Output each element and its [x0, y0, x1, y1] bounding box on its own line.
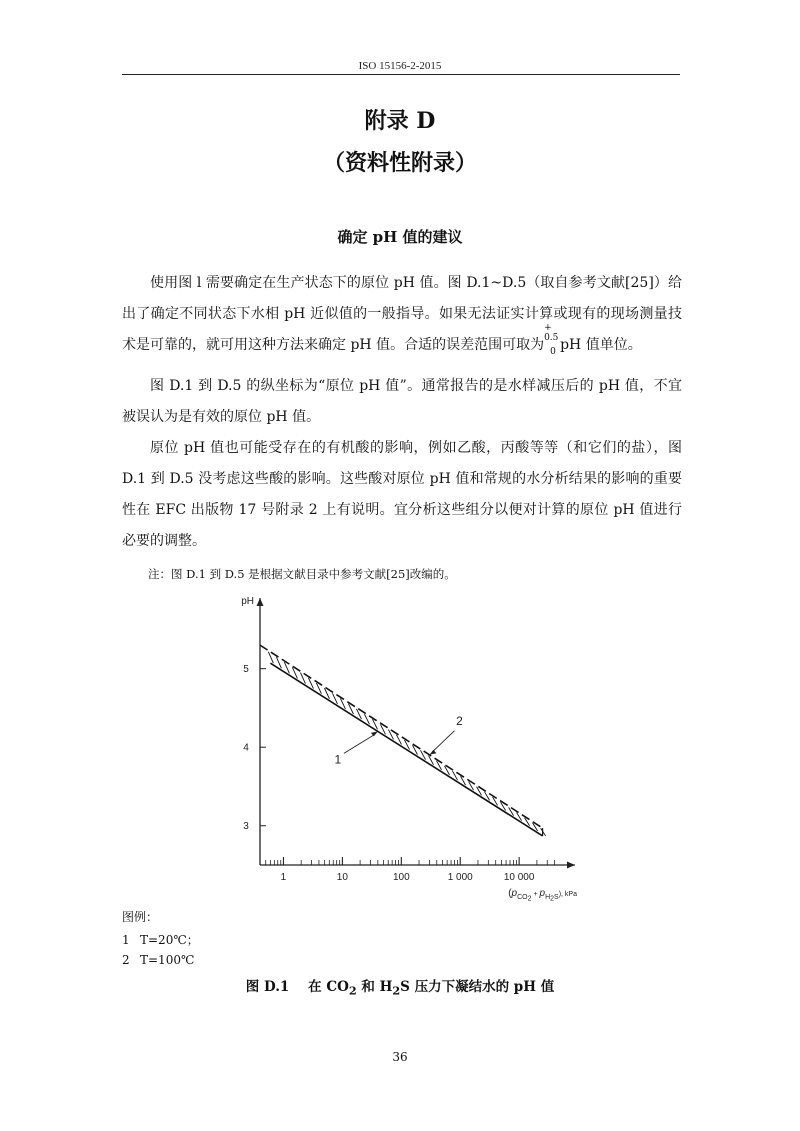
x-axis-label: ($p_{CO}2$ + $p_H2S^{), kPa}$ — [508, 888, 577, 902]
caption-text-a: 在 CO — [308, 979, 349, 995]
x-tick-label: 10 — [336, 872, 348, 883]
hatched-band — [268, 652, 545, 836]
caption-sub-a: 2 — [348, 983, 357, 998]
tolerance-range — [544, 323, 560, 357]
note: 注：图 D.1 到 D.5 是根据文献目录中参考文献[25]改编的。 — [148, 567, 456, 581]
header-rule — [122, 74, 680, 75]
paragraph-1-text-b: pH 值单位。 — [560, 337, 642, 353]
x-axis-arrow — [567, 862, 575, 869]
paragraph-2: 图 D.1 到 D.5 的纵坐标为“原位 pH 值”。通常报告的是水样减压后的 pH 值，不宜被误认为是有效的原位 pH 值。 — [122, 378, 682, 425]
paragraph-1 — [122, 268, 682, 361]
label-2-arrowhead — [429, 750, 436, 755]
legend-item-text: T=100℃ — [140, 953, 195, 967]
section-heading: 确定 pH 值的建议 — [337, 228, 463, 246]
x-tick-label: 100 — [392, 872, 410, 883]
appendix-title: 附录 D — [364, 108, 436, 134]
document-id: ISO 15156-2-2015 — [358, 60, 442, 72]
caption-text-b: 和 H — [356, 979, 393, 995]
y-axis-label: pH — [241, 596, 254, 607]
label-2: 2 — [456, 713, 463, 728]
page-number: 36 — [392, 1050, 408, 1064]
legend-item-2 — [122, 953, 194, 967]
ph-chart — [220, 590, 600, 902]
legend-item-text: T=20℃； — [140, 933, 199, 947]
appendix-type: （资料性附录） — [322, 150, 477, 176]
y-tick-label: 4 — [243, 742, 249, 754]
caption-sub-b: 2 — [392, 983, 401, 998]
x-tick-label: 10 000 — [503, 872, 535, 883]
series-line-2 — [260, 645, 543, 828]
label-1: 1 — [334, 752, 342, 767]
chart-series — [260, 645, 543, 836]
legend-title: 图例： — [122, 910, 159, 924]
paragraph-1-text-a: 使用图 l 需要确定在生产状态下的原位 pH 值。图 D.1~D.5（取自参考文献[25]）给出了确定不同状态下水相 pH 近似值的一般指导。如果无法证实计算或现有的现场测量技术是可靠的，就可用这种方法来确定 pH 值。合适的误差范围可取为 — [122, 275, 682, 353]
legend-item-number: 1 — [122, 933, 130, 947]
x-tick-label: 1 000 — [447, 872, 473, 883]
label-1-arrowhead — [371, 731, 378, 736]
figure-caption — [0, 975, 800, 998]
tolerance-upper: + 0.5 — [544, 323, 559, 343]
label-1-leader — [344, 734, 375, 753]
y-tick-label: 3 — [243, 821, 249, 833]
paragraph-3: 原位 pH 值也可能受存在的有机酸的影响，例如乙酸，丙酸等等（和它们的盐），图 D.1 到 D.5 没考虑这些酸的影响。这些酸对原位 pH 值和常规的水分析结果的影响的重要性在 EFC 出版物 17 号附录 2 上有说明。宜分析这些组分以便对计算的原位 pH 值进行必要的调整。 — [122, 440, 682, 549]
series-line-1 — [270, 663, 542, 836]
caption-prefix: 图 D.1 — [245, 979, 290, 995]
y-axis-arrow — [257, 598, 264, 606]
x-tick-label: 1 — [280, 872, 287, 883]
label-2-leader — [432, 731, 454, 752]
legend-item-number: 2 — [122, 953, 130, 967]
legend-item-1 — [122, 931, 199, 948]
caption-text-c: S 压力下凝结水的 pH 值 — [400, 979, 555, 995]
y-tick-label: 5 — [243, 664, 249, 676]
tolerance-lower: 0 — [550, 347, 556, 357]
